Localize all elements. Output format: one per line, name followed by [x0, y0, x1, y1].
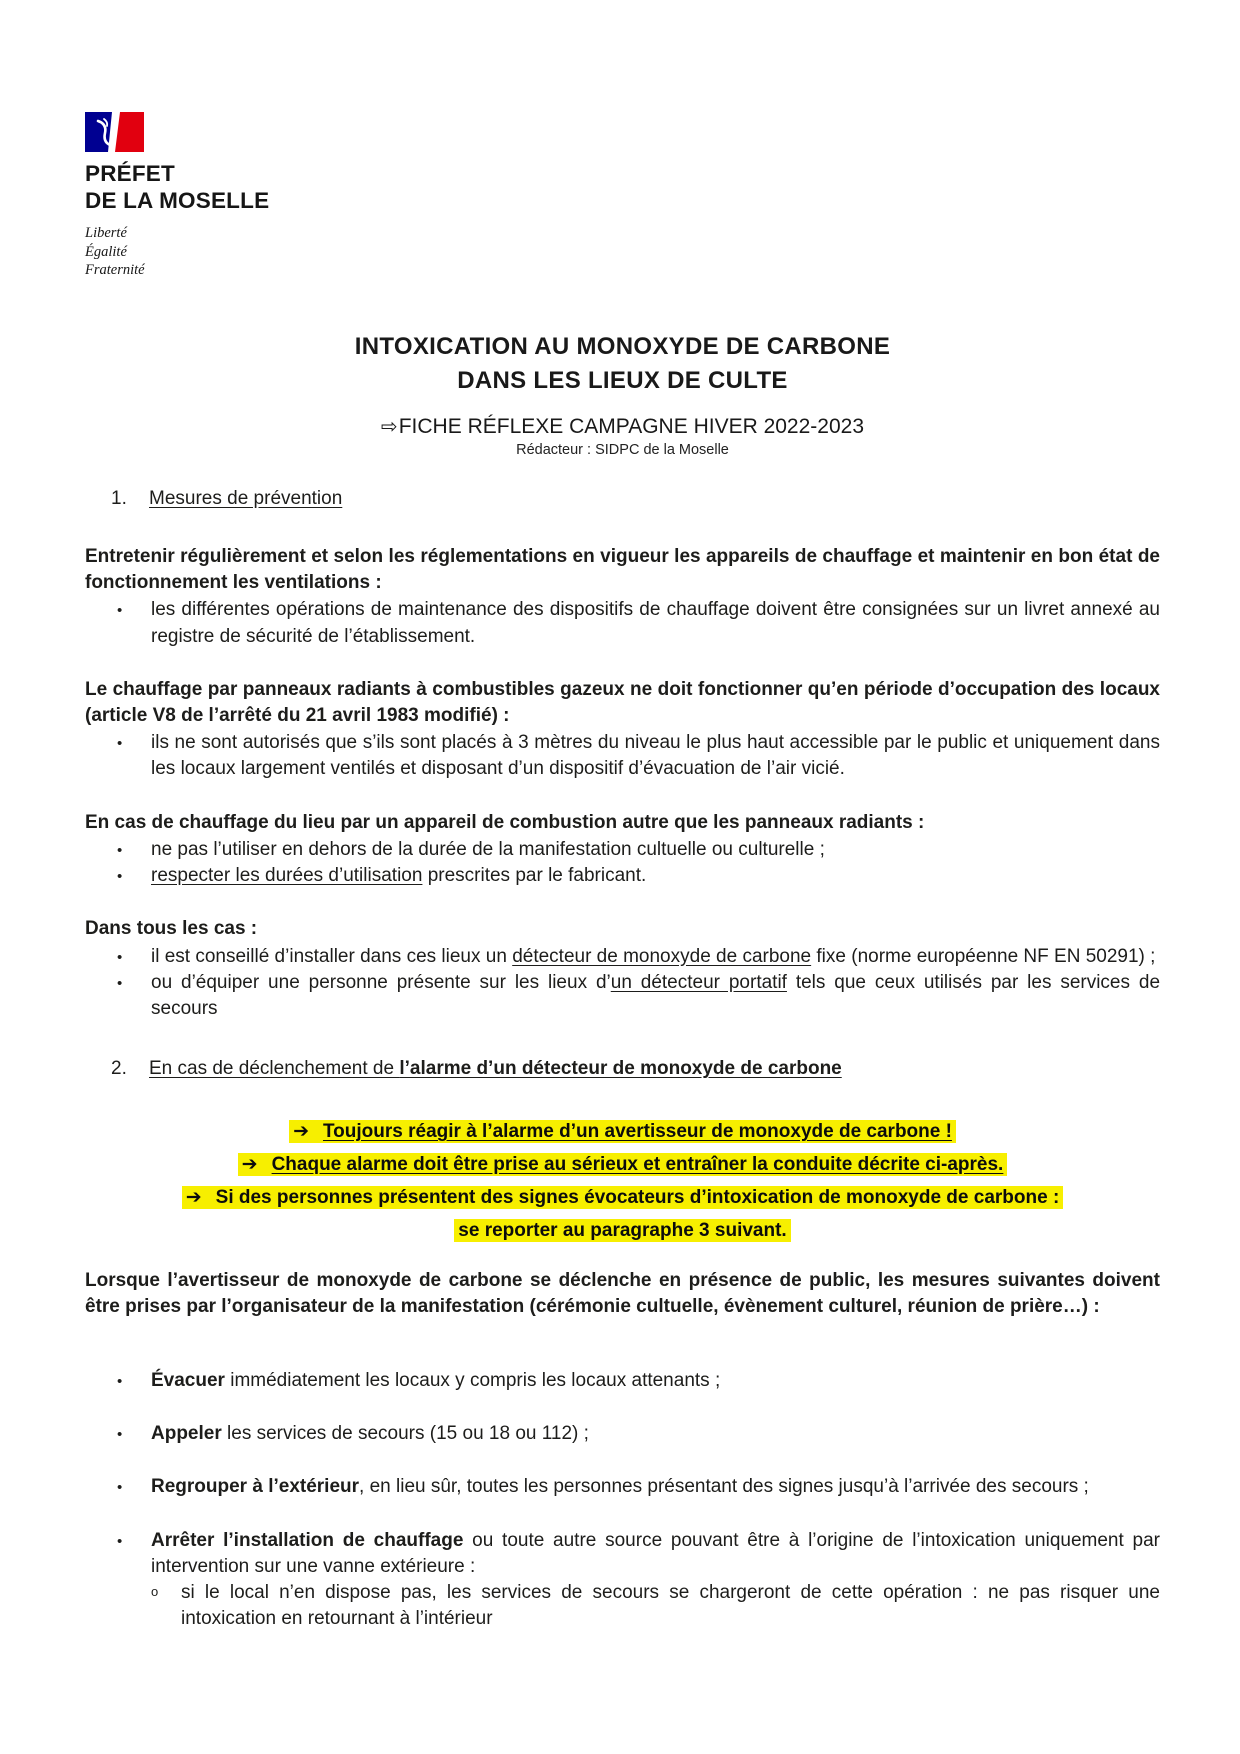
list-item-text	[151, 1474, 1160, 1500]
list-item	[85, 730, 1160, 782]
list-item-text-rest: prescrites par le fabricant.	[422, 865, 647, 887]
measure-keyword: Regrouper à l’extérieur	[151, 1476, 360, 1498]
underlined-phrase: respecter les durées d’utilisation	[151, 865, 423, 887]
list-item-arreter	[85, 1528, 1160, 1580]
measure-keyword: Évacuer	[151, 1370, 225, 1392]
paragraph-dans-tous-les-cas: Dans tous les cas :	[85, 918, 258, 940]
prefecture-name	[85, 161, 1160, 214]
list-item-text: ils ne sont autorisés que s’ils sont placés à 3 mètres du niveau le plus haut accessible par le public et uniquement dans les locaux largement ventilés et disposant d’un dispositif d’évacuation de l’air vicié.	[151, 732, 1160, 780]
list-item-regrouper	[85, 1474, 1160, 1500]
bullet-icon: •	[117, 1532, 123, 1550]
alert-4-text: se reporter au paragraphe 3 suivant.	[454, 1219, 790, 1242]
bullet-icon: •	[117, 602, 123, 620]
prefecture-name-line1: PRÉFET	[85, 161, 175, 186]
document-title	[85, 330, 1160, 398]
underlined-phrase: détecteur de monoxyde de carbone	[512, 945, 812, 967]
bullet-list-combustion	[85, 837, 1160, 889]
list-item-text-post: tels que ceux utilisés par les services de secours	[151, 971, 1161, 1019]
underlined-phrase: un détecteur portatif	[610, 971, 787, 993]
sub-list-item-text: si le local n’en dispose pas, les services de secours se chargeront de cette opération : ne pas risquer une intoxication en retournant à l’intérieur	[181, 1582, 1160, 1630]
list-item-text	[151, 944, 1160, 970]
sub-list-item	[85, 1580, 1160, 1632]
prefecture-name-line2: DE LA MOSELLE	[85, 187, 270, 213]
alert-2-text: Chaque alarme doit être prise au sérieux et entraîner la conduite décrite ci-après.	[271, 1154, 1004, 1176]
list-item-text-pre: il est conseillé d’installer dans ces lieux un	[151, 945, 513, 967]
list-item-text: les différentes opérations de maintenance des dispositifs de chauffage doivent être consignées sur un livret annexé au registre de sécurité de l’établissement.	[151, 599, 1160, 647]
bullet-icon: •	[117, 948, 123, 966]
document-title-line2: DANS LES LIEUX DE CULTE	[457, 366, 788, 394]
document-editor-line: Rédacteur : SIDPC de la Moselle	[516, 441, 729, 458]
list-item-text	[151, 1528, 1160, 1580]
list-item	[85, 863, 1160, 889]
heavy-arrow-icon: ➔	[293, 1121, 309, 1143]
alert-line-2	[85, 1149, 1160, 1182]
motto-liberte: Liberté	[85, 225, 127, 242]
paragraph-entretenir: Entretenir régulièrement et selon les réglementations en vigueur les appareils de chauffage et maintenir en bon état de fonctionnement les ventilations :	[85, 545, 1160, 594]
list-item-text-post: fixe (norme européenne NF EN 50291) ;	[811, 945, 1156, 967]
motto-fraternite: Fraternité	[85, 262, 145, 279]
prefecture-letterhead	[85, 112, 1160, 280]
alert-line-3	[85, 1182, 1160, 1215]
list-item-appeler	[85, 1421, 1160, 1447]
document-subtitle	[85, 414, 1160, 439]
motto-egalite: Égalité	[85, 243, 127, 260]
bullet-icon: •	[117, 841, 123, 859]
measures-list	[85, 1368, 1160, 1633]
list-item	[85, 597, 1160, 649]
heavy-arrow-icon: ➔	[241, 1154, 258, 1176]
bullet-icon: •	[117, 735, 123, 753]
document-title-line1: INTOXICATION AU MONOXYDE DE CARBONE	[354, 332, 891, 360]
bullet-icon: •	[117, 1479, 123, 1497]
section-2-heading	[85, 1058, 1160, 1080]
list-item-text	[151, 863, 1160, 889]
list-item-evacuer	[85, 1368, 1160, 1394]
measure-keyword: Appeler	[151, 1423, 222, 1445]
section-1-number: 1.	[111, 487, 127, 509]
bullet-icon: •	[117, 868, 123, 886]
heavy-arrow-icon: ➔	[185, 1186, 202, 1208]
alert-line-4	[85, 1215, 1160, 1248]
paragraph-mesures-lead: Lorsque l’avertisseur de monoxyde de carbone se déclenche en présence de public, les mesures suivantes doivent être prises par l’organisateur de la manifestation (cérémonie cultuelle, évènement culturel, réunion de prière…) :	[85, 1269, 1160, 1317]
section-2-title-regular: En cas de déclenchement de	[149, 1058, 400, 1080]
section-1-heading	[85, 488, 1160, 510]
alert-line-1	[85, 1116, 1160, 1149]
highlighted-alerts	[85, 1116, 1160, 1247]
alert-3-text: Si des personnes présentent des signes évocateurs d’intoxication de monoxyde de carbone :	[215, 1186, 1060, 1208]
section-1-title: Mesures de prévention	[149, 487, 343, 509]
sub-bullet-icon: o	[151, 1584, 159, 1600]
section-2-title-bold: l’alarme d’un détecteur de monoxyde de carbone	[399, 1058, 842, 1080]
measure-rest: , en lieu sûr, toutes les personnes présentant des signes jusqu’à l’arrivée des secours ;	[359, 1476, 1089, 1498]
paragraph-panneaux-radiants: Le chauffage par panneaux radiants à combustibles gazeux ne doit fonctionner qu’en période d’occupation des locaux (article V8 de l’arrêté du 21 avril 1983 modifié) :	[85, 678, 1160, 726]
rightwards-arrow-icon: ⇨	[380, 415, 398, 438]
bullet-icon: •	[117, 1426, 123, 1444]
list-item-text: ne pas l’utiliser en dehors de la durée de la manifestation cultuelle ou culturelle ;	[151, 838, 825, 860]
alert-1-text: Toujours réagir à l’alarme d’un avertisseur de monoxyde de carbone !	[322, 1121, 952, 1143]
republic-motto	[85, 224, 1160, 280]
measure-rest: ou toute autre source pouvant être à l’origine de l’intoxication uniquement par intervention sur une vanne extérieure :	[151, 1529, 1160, 1577]
measure-rest: les services de secours (15 ou 18 ou 112) ;	[221, 1423, 589, 1445]
bullet-icon: •	[117, 1373, 123, 1391]
french-flag-marianne-icon	[85, 112, 147, 152]
document-subtitle-text: FICHE RÉFLEXE CAMPAGNE HIVER 2022-2023	[398, 414, 865, 438]
list-item	[85, 970, 1160, 1022]
list-item-text	[151, 1421, 1160, 1447]
list-item-text	[151, 1368, 1160, 1394]
list-item	[85, 944, 1160, 970]
bullet-list-panneaux	[85, 730, 1160, 782]
measure-rest: immédiatement les locaux y compris les locaux attenants ;	[224, 1370, 721, 1392]
list-item-text	[151, 970, 1160, 1022]
list-item-text-pre: ou d’équiper une personne présente sur les lieux d’	[151, 971, 611, 993]
section-2-title	[149, 1058, 842, 1080]
section-2-number: 2.	[111, 1058, 127, 1080]
bullet-list-detecteurs	[85, 944, 1160, 1023]
measure-keyword: Arrêter l’installation de chauffage	[151, 1529, 464, 1551]
list-item	[85, 837, 1160, 863]
paragraph-appareil-combustion: En cas de chauffage du lieu par un appareil de combustion autre que les panneaux radiants :	[85, 811, 925, 833]
bullet-icon: •	[117, 974, 123, 992]
bullet-list-entretenir	[85, 597, 1160, 649]
